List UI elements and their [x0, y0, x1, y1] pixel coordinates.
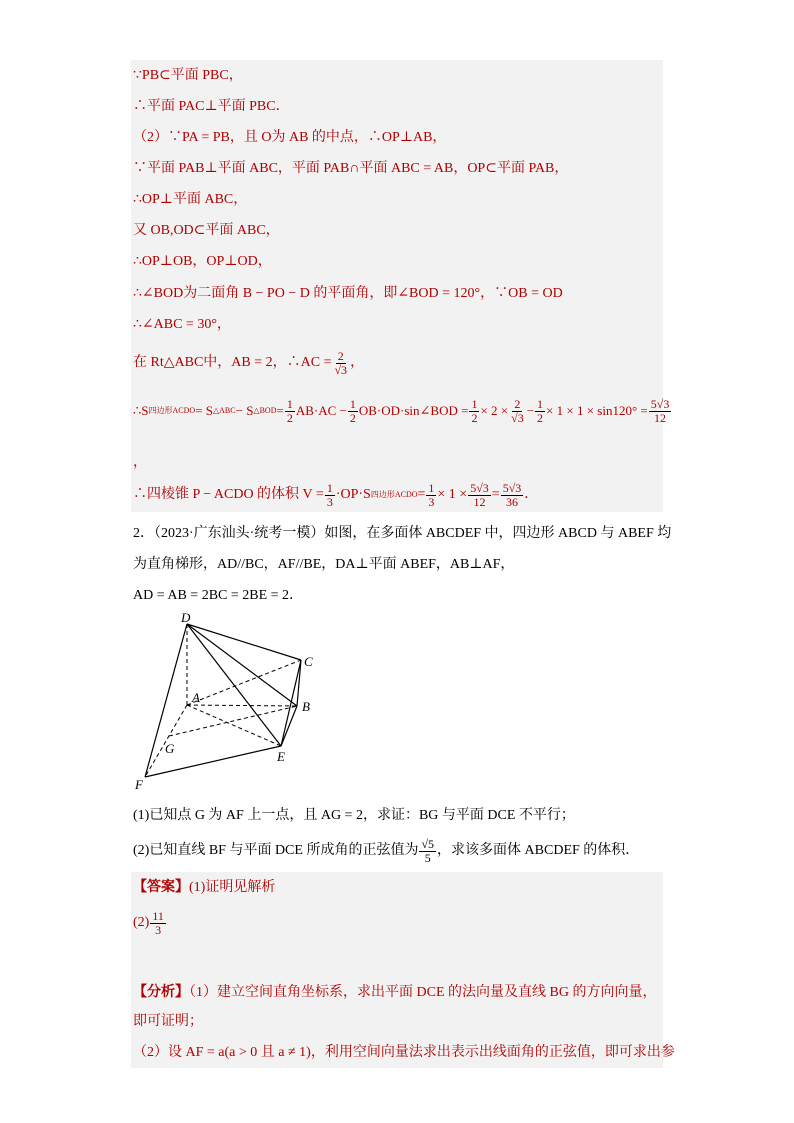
fraction — [509, 398, 526, 425]
fraction-numerator: 2 — [337, 348, 344, 363]
area-expression-j: × 1 × 1 × sin120° = — [546, 403, 648, 418]
fraction-numerator: 1 — [286, 396, 293, 411]
solution-line-11 — [133, 394, 723, 428]
polyhedron-figure — [125, 612, 335, 792]
problem-2-line-3: AD = AB = 2BC = 2BE = 2． — [133, 588, 304, 603]
edge-GB-hidden — [169, 706, 297, 736]
fraction-denominator: 3 — [155, 922, 162, 937]
solution-line-12: ， — [133, 455, 147, 470]
fraction-denominator: √3 — [334, 362, 348, 377]
subscript: △ABC — [213, 406, 236, 415]
answer-background — [131, 872, 675, 1068]
volume-expression-e: = — [491, 487, 500, 502]
edge-AB-hidden — [187, 705, 297, 706]
area-expression-c: − S — [235, 403, 254, 418]
fraction-denominator: 12 — [654, 410, 667, 425]
label-C: C — [304, 654, 313, 669]
fraction — [332, 350, 349, 377]
label-D: D — [181, 612, 191, 625]
fraction-numerator: 5√3 — [650, 396, 670, 411]
solution-line-7: ∴OP⊥OB，OP⊥OD， — [133, 254, 272, 269]
fraction-denominator: 3 — [428, 494, 435, 509]
volume-expression-a: ∴四棱锥 P − ACDO 的体积 V = — [133, 487, 324, 502]
fraction-numerator: 2 — [514, 396, 521, 411]
area-expression-i: − — [526, 403, 535, 418]
area-expression-b: = S — [195, 403, 213, 418]
problem-2-line-1: 2．（2023·广东汕头·统考一模）如图，在多面体 ABCDEF 中，四边形 ABCD 与 ABEF 均 — [133, 526, 672, 541]
fraction-denominator: 36 — [506, 494, 518, 509]
fraction — [150, 910, 166, 937]
fraction-numerator: 11 — [152, 908, 164, 923]
area-expression-e: AB·AC − — [295, 403, 347, 418]
question-2 — [133, 834, 663, 868]
fraction-denominator: 12 — [473, 494, 486, 509]
question-1: (1)已知点 G 为 AF 上一点，且 AG = 2，求证：BG 与平面 DCE 不平行； — [133, 808, 575, 823]
solution-line-10-text: 在 Rt△ABC中，AB = 2，∴AC = — [133, 355, 332, 370]
fraction — [419, 838, 436, 865]
solution-line-4: ∵平面 PAB⊥平面 ABC，平面 PAB∩平面 ABC = AB，OP⊂平面 PAB， — [133, 161, 569, 176]
fraction — [325, 482, 335, 509]
solution-line-10 — [133, 346, 663, 380]
analysis-line-1 — [133, 983, 663, 1003]
subscript: 四边形ACDO — [148, 406, 196, 415]
solution-line-13 — [133, 478, 663, 512]
fraction-numerator: 5√3 — [470, 480, 489, 495]
fraction-numerator: 1 — [428, 480, 435, 495]
answer-line-1 — [133, 878, 663, 898]
question-2-text: (2)已知直线 BF 与平面 DCE 所成角的正弦值为 — [133, 843, 419, 858]
volume-expression-d: × 1 × — [437, 487, 468, 502]
solution-line-5: ∴OP⊥平面 ABC， — [133, 192, 248, 207]
fraction — [469, 398, 479, 425]
fraction-denominator: 2 — [349, 410, 356, 425]
analysis-line-2: 即可证明； — [133, 1014, 203, 1029]
area-expression-g: OB·OD·sin∠BOD = — [358, 403, 469, 418]
answer-tag: 【答案】 — [133, 880, 189, 895]
solution-line-8: ∴∠BOD为二面角 B − PO − D 的平面角，即∠BOD = 120°，∵OB = OD — [133, 286, 563, 301]
question-2-end: ，求该多面体 ABCDEF 的体积． — [437, 843, 640, 858]
edge-AE-hidden — [187, 705, 281, 746]
fraction-denominator: 2 — [286, 410, 293, 425]
problem-2-line-2: 为直角梯形，AD//BC，AF//BE，DA⊥平面 ABEF，AB⊥AF， — [133, 557, 515, 572]
fraction — [348, 398, 358, 425]
answer-part-2-label: (2) — [133, 915, 150, 930]
label-A: A — [192, 690, 200, 705]
area-expression-h: × 2 × — [480, 403, 509, 418]
edge-DE — [187, 624, 281, 746]
label-G: G — [165, 741, 175, 756]
analysis-text-1: （1）建立空间直角坐标系，求出平面 DCE 的法向量及直线 BG 的方向向量， — [189, 985, 657, 1000]
analysis-tag: 【分析】 — [133, 985, 189, 1000]
fraction — [501, 482, 524, 509]
edge-DC — [187, 624, 301, 660]
label-F: F — [135, 777, 143, 792]
fraction-numerator: 1 — [537, 396, 544, 411]
edge-CE — [281, 660, 301, 746]
fraction-numerator: 1 — [349, 396, 356, 411]
analysis-line-3: （2）设 AF = a(a > 0 且 a ≠ 1)，利用空间向量法求出表示出线面角的正弦值，即可求出参 — [133, 1045, 675, 1060]
answer-line-2 — [133, 906, 663, 940]
subscript: 四边形ACDO — [370, 490, 418, 499]
area-expression-a: ∴S — [133, 403, 149, 418]
label-E: E — [277, 749, 285, 764]
label-B: B — [302, 699, 310, 714]
volume-expression-c: = — [417, 487, 426, 502]
solution-line-9: ∴∠ABC = 30°， — [133, 317, 231, 332]
fraction — [468, 482, 491, 509]
solution-line-2: ∴平面 PAC⊥平面 PBC． — [133, 99, 290, 114]
solution-line-10-end: ， — [350, 355, 365, 370]
volume-expression-b: ·OP·S — [335, 487, 371, 502]
fraction-numerator: 1 — [326, 480, 333, 495]
fraction-denominator: 5 — [424, 850, 431, 865]
solution-line-6: 又 OB,OD⊂平面 ABC， — [133, 223, 280, 238]
fraction — [285, 398, 295, 425]
fraction-numerator: 1 — [471, 396, 478, 411]
answer-part-1: (1)证明见解析 — [189, 880, 276, 895]
subscript: △BOD — [253, 406, 277, 415]
area-expression-d: = — [276, 403, 284, 418]
fraction-denominator: √3 — [511, 410, 524, 425]
fraction-denominator: 2 — [537, 410, 544, 425]
fraction — [535, 398, 545, 425]
fraction-denominator: 2 — [471, 410, 478, 425]
edge-DB — [187, 624, 297, 706]
fraction-numerator: 5√3 — [502, 480, 522, 495]
solution-line-1: ∵PB⊂平面 PBC， — [133, 68, 243, 83]
fraction — [649, 398, 672, 425]
volume-expression-f: ． — [524, 487, 539, 502]
solution-line-3: （2）∵PA = PB，且 O为 AB 的中点，∴OP⊥AB， — [133, 130, 447, 145]
fraction — [426, 482, 436, 509]
fraction-numerator: √5 — [421, 836, 435, 851]
fraction-denominator: 3 — [326, 494, 333, 509]
